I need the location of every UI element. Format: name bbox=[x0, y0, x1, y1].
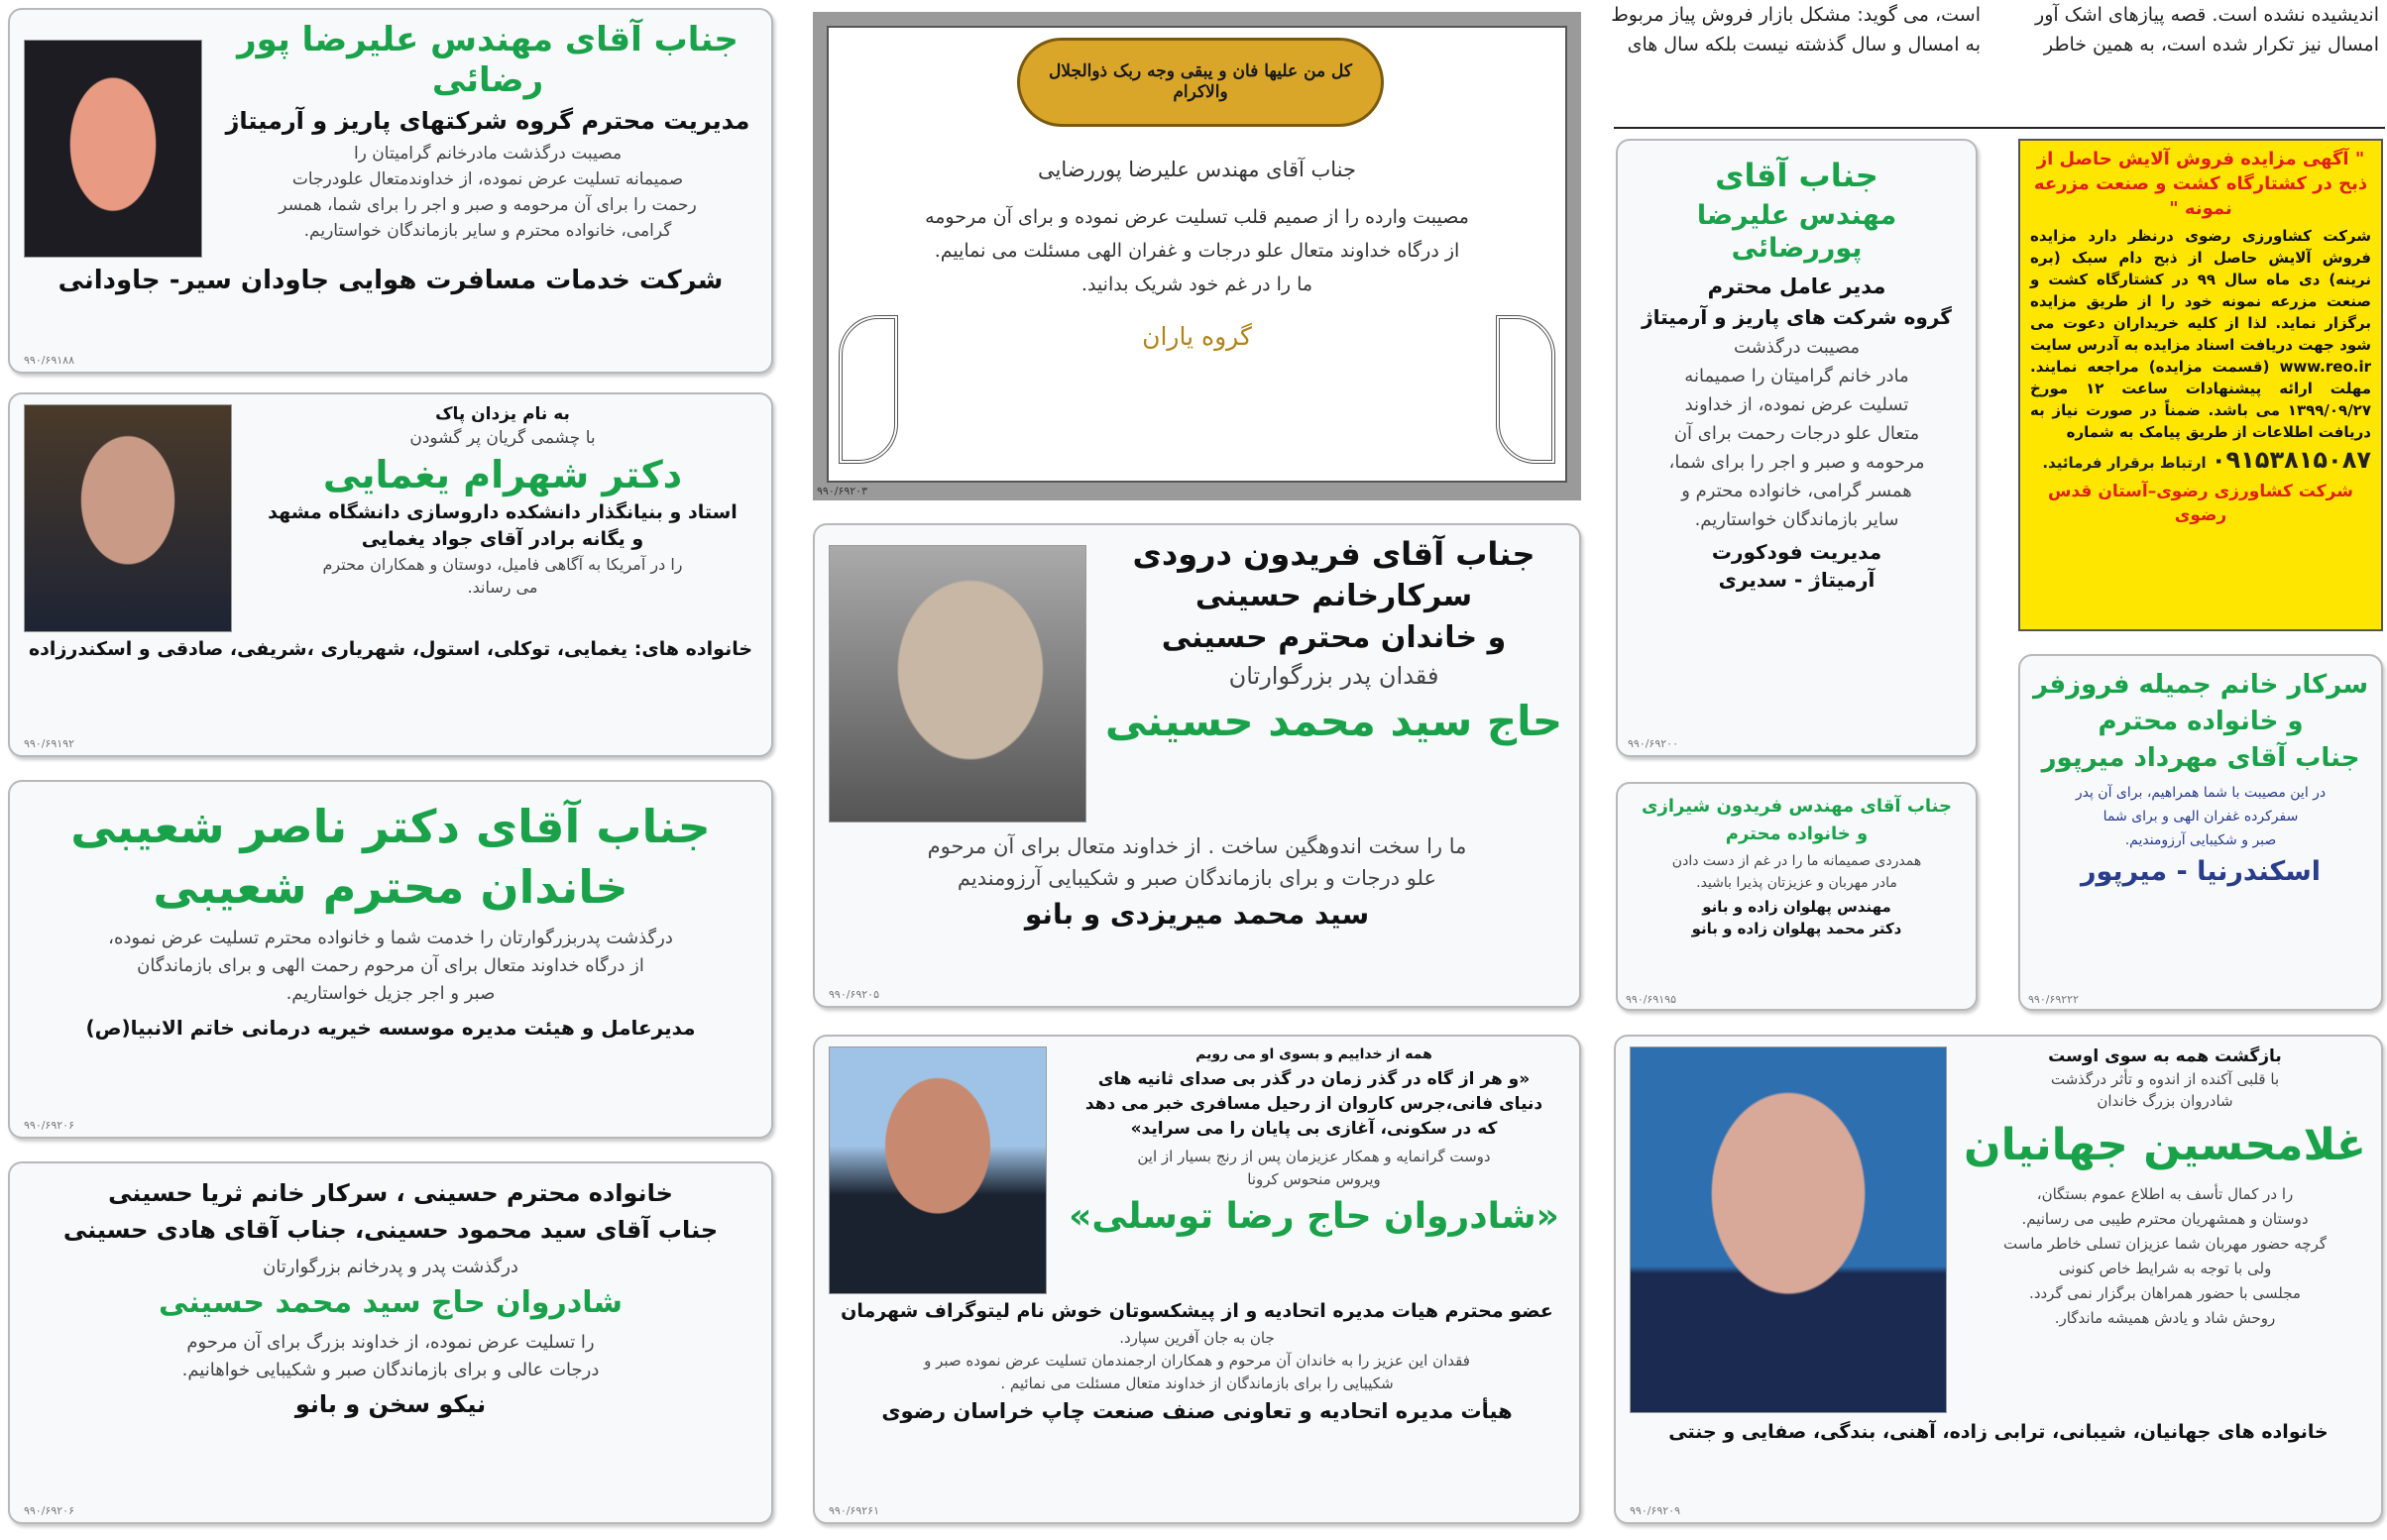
ad-signature: نیکو سخن و بانو bbox=[294, 1390, 487, 1419]
ad-text: مادر خانم گرامیتان را صمیمانه bbox=[1684, 366, 1909, 387]
ad-text: علو درجات و برای بازماندگان صبر و شکیبایی آرزومندیم bbox=[957, 866, 1437, 890]
ad-subtitle: مدیریت محترم گروه شرکتهای پاریز و آرمیتاژ bbox=[225, 106, 750, 135]
ad-title: و خانواده محترم bbox=[2098, 707, 2304, 737]
ad-text: صبر و شکیبایی آرزومندیم. bbox=[2124, 831, 2277, 848]
ad-text: رحمت را برای آن مرحومه و صبر و اجر را برای شما، همسر bbox=[279, 195, 697, 216]
ad-code: ۹۹۰/۶۹۱۸۸ bbox=[24, 354, 74, 367]
ad-signature: مهندس پهلوان زاده و بانو bbox=[1702, 898, 1891, 917]
ad-text: با قلبی آکنده از اندوه و تأثر درگذشت bbox=[2050, 1070, 2280, 1089]
condolence-ad-forouzfar bbox=[2018, 654, 2383, 1011]
ad-title: و خانواده محترم bbox=[1725, 823, 1869, 844]
article-line: اندیشیده نشده است. قصه پیازهای اشک آور bbox=[2035, 4, 2379, 26]
ad-text: همه از خداییم و بسوی او می رویم bbox=[1195, 1046, 1432, 1062]
ad-title: دکتر شهرام یغمایی bbox=[322, 452, 683, 496]
ad-title: مهندس علیرضا پوررضائی bbox=[1696, 200, 1897, 264]
ad-title: جناب آقای مهندس علیرضا پور رضائی bbox=[237, 20, 739, 100]
ad-text: مرحومه و صبر و اجر را برای شما، bbox=[1668, 452, 1925, 474]
ad-text: دوستان و همشهریان محترم طیبی می رسانیم. bbox=[2021, 1210, 2309, 1229]
ad-text: شکیبایی را برای بازماندگان از خداوند متعال مسئلت می نمائیم . bbox=[1000, 1374, 1394, 1392]
ad-text: جان به جان آفرین سپارد. bbox=[1119, 1328, 1275, 1347]
condolence-ad-shoaibi bbox=[8, 780, 773, 1139]
ad-text: بازگشت همه به سوی اوست bbox=[2048, 1046, 2282, 1066]
ad-signature: سید محمد میریزدی و بانو bbox=[1024, 898, 1370, 931]
tender-ad-razavi-agriculture bbox=[2018, 139, 2383, 631]
condolence-ad-pourrezaei-foodcourt bbox=[1616, 139, 1978, 757]
divider bbox=[1614, 127, 2385, 129]
ad-text: مدیر عامل محترم bbox=[1707, 275, 1886, 299]
condolence-ad-yaghmaei bbox=[8, 392, 773, 757]
portrait-photo bbox=[829, 1046, 1047, 1294]
ad-title: «شادروان حاج رضا توسلی» bbox=[1069, 1195, 1559, 1237]
ad-text: گروه شرکت های پاریز و آرمیتاژ bbox=[1642, 305, 1952, 330]
ad-text: شرکت کشاورزی رضوی درنظر دارد مزایده فروش آلایش حاصل از ذبح دام سبک (بره نرینه) دی ماه سال ۹۹ در کشتارگاه کشت و صنعت مزرعه نمونه خود را از طریق مزایده برگزار نماید. لذا از کلیه خریداران دعوت می شود جهت دریافت اسناد مزایده به آدرس سایت www.reo.ir (قسمت مزایده) مراجعه نمایند. مهلت ارائه پیشنهادات ساعت ۱۲ مورخ ۱۳۹۹/۰۹/۲۷ می باشد. ضمناً در صورت نیاز به دریافت اطلاعات از طریق پیامک به شماره bbox=[2030, 227, 2372, 441]
ad-text: شادروان بزرگ خاندان bbox=[2097, 1092, 2233, 1111]
ad-text: جناب آقای سید محمود حسینی، جناب آقای هادی حسینی bbox=[62, 1215, 719, 1244]
ad-code: ۹۹۰/۶۹۲۲۲ bbox=[2028, 993, 2079, 1006]
ad-text: همدردی صمیمانه ما را در غم از دست دادن bbox=[1671, 853, 1922, 870]
ad-text: ما را در غم خود شریک بدانید. bbox=[1080, 273, 1313, 295]
ad-text: جناب آقای مهندس علیرضا پوررضایی bbox=[1037, 158, 1356, 181]
ad-code: ۹۹۰/۶۹۱۹۵ bbox=[1626, 993, 1676, 1006]
condolence-ad-yaran bbox=[813, 12, 1581, 500]
ad-text: گرچه حضور مهربان شما عزیزان تسلی خاطر ماست bbox=[2002, 1235, 2328, 1254]
ornament-right-icon bbox=[1496, 315, 1555, 464]
ad-text: عضو محترم هیات مدیره اتحادیه و از پیشکسوتان خوش نام لیتوگراف شهرمان bbox=[841, 1300, 1553, 1322]
ad-signature: گروه یاران bbox=[1142, 321, 1252, 351]
ad-title: سرکار خانم جمیله فروزفر bbox=[2032, 670, 2369, 700]
ad-text: را در آمریکا به آگاهی فامیل، دوستان و همکاران محترم bbox=[322, 554, 683, 574]
ad-text: سرکارخانم حسینی bbox=[1194, 579, 1473, 614]
ad-text: با چشمی گریان پر گشودن bbox=[409, 428, 596, 449]
ad-signature: خانواده های جهانیان، شیبانی، ترابی زاده، آهنی، بندگی، صفایی و جنتی bbox=[1668, 1421, 2329, 1443]
portrait-photo bbox=[829, 545, 1086, 823]
portrait-photo bbox=[24, 40, 202, 258]
ad-signature: دکتر محمد پهلوان زاده و بانو bbox=[1691, 920, 1902, 938]
article-line: به امسال و سال گذشته نیست بلکه سال های bbox=[1627, 34, 1981, 55]
ad-text: فقدان این عزیز را به خاندان آن مرحوم و همکاران ارجمندمان تسلیت عرض نموده صبر و bbox=[924, 1351, 1470, 1370]
ad-title: حاج سید محمد حسینی bbox=[1104, 697, 1563, 746]
ad-signature: آرمیتاژ - سدیری bbox=[1718, 568, 1876, 593]
ad-text: صبر و اجر جزیل خواستاریم. bbox=[285, 983, 496, 1005]
calligraphy-banner bbox=[1017, 38, 1384, 127]
ad-title: خاندان محترم شعیبی bbox=[153, 860, 628, 915]
ad-text: مجلسی با حضور همراهان برگزار نمی گردد. bbox=[2029, 1284, 2301, 1303]
portrait-photo bbox=[24, 404, 232, 632]
article-column-right bbox=[1990, 0, 2379, 59]
ad-text: مصیبت وارده را از صمیم قلب تسلیت عرض نموده و برای آن مرحومه bbox=[925, 206, 1469, 229]
ad-code: ۹۹۰/۶۹۲۰۰ bbox=[1628, 737, 1678, 750]
condolence-ad-hosseini-miryazdi bbox=[813, 523, 1581, 1008]
ad-text: را تسلیت عرض نموده، از خداوند بزرگ برای آن مرحوم bbox=[186, 1332, 595, 1354]
ad-code: ۹۹۰/۶۹۲۰۶ bbox=[24, 1504, 74, 1517]
ad-title: جناب آقای مهندس فریدون شیرازی bbox=[1641, 796, 1953, 817]
quote-text: «و هر از گاه در گذر زمان در گذر بی صدای ثانیه های bbox=[1097, 1068, 1531, 1089]
ad-text: مصیبت درگذشت مادرخانم گرامیتان را bbox=[353, 144, 623, 165]
ad-code: ۹۹۰/۶۹۲۰۶ bbox=[24, 1119, 74, 1132]
condolence-ad-hosseini-nikoosokhan bbox=[8, 1161, 773, 1524]
condolence-ad-jahanian bbox=[1614, 1035, 2383, 1524]
quote-text: که در سکونی، آغازی بی پایان را می سراید» bbox=[1130, 1118, 1498, 1139]
ad-text: گرامی، خانواده محترم و سایر بازماندگان خواستاریم. bbox=[303, 221, 672, 242]
ad-signature: اسکندرنیا - میرپور bbox=[2080, 855, 2322, 887]
ad-signature: شرکت خدمات مسافرت هوایی جاودان سیر- جاودانی bbox=[57, 266, 724, 295]
ad-title: جناب آقای دکتر ناصر شعیبی bbox=[70, 800, 711, 853]
ad-text: جناب آقای فریدون درودی bbox=[1132, 535, 1535, 573]
ad-text: از درگاه خداوند متعال برای آن مرحوم رحمت الهی و برای بازماندگان bbox=[137, 955, 644, 977]
ad-text: فقدان پدر بزرگوارتان bbox=[1228, 662, 1439, 691]
article-line: است، می گوید: مشکل بازار فروش پیاز مربوط bbox=[1611, 4, 1981, 26]
portrait-photo bbox=[1630, 1046, 1947, 1413]
ad-title: " آگهی مزایده فروش آلایش حاصل از ذبح در کشتارگاه کشت و صنعت مزرعه نمونه " bbox=[2033, 149, 2368, 219]
ad-title: جناب آقای مهرداد میرپور bbox=[2041, 743, 2360, 774]
ad-signature: شرکت کشاورزی رضوی–آستان قدس رضوی bbox=[2048, 482, 2353, 525]
ad-text: ولی با توجه به شرایط خاص کنونی bbox=[2058, 1260, 2272, 1278]
ad-text: و خاندان محترم حسینی bbox=[1161, 620, 1507, 656]
ad-title: شادروان حاج سید محمد حسینی bbox=[159, 1285, 623, 1321]
article-column-left bbox=[1592, 0, 1981, 59]
ad-text: متعال علو درجات رحمت برای آن bbox=[1673, 423, 1920, 445]
ad-code: ۹۹۰/۶۹۲۰۵ bbox=[829, 988, 879, 1001]
ad-text: سایر بازماندگان خواستاریم. bbox=[1694, 509, 1899, 531]
phone-number: ۰۹۱۵۳۸۱۵۰۸۷ bbox=[2211, 446, 2371, 474]
ad-text: به نام یزدان پاک bbox=[435, 404, 570, 424]
ad-text: ما را سخت اندوهگین ساخت . از خداوند متعال برای آن مرحوم bbox=[927, 834, 1467, 858]
ad-text: دوست گرانمایه و همکار عزیزمان پس از رنج بسیار از این bbox=[1137, 1147, 1491, 1165]
calligraphy-text: کل من علیها فان و یبقی وجه ربک ذوالجلال والاکرام bbox=[1048, 61, 1353, 102]
ad-text: از درگاه خداوند متعال علو درجات و غفران الهی مسئلت می نماییم. bbox=[934, 240, 1460, 262]
quote-text: دنیای فانی،جرس کاروان از رحیل مسافری خبر می دهد bbox=[1084, 1093, 1543, 1114]
ad-text: روحش شاد و یادش همیشه ماندگار. bbox=[2054, 1309, 2276, 1328]
ad-text: خانواده محترم حسینی ، سرکار خانم ثریا حسینی bbox=[108, 1179, 673, 1207]
ad-text: و یگانه برادر آقای جواد یغمایی bbox=[361, 528, 644, 551]
ad-title: غلامحسین جهانیان bbox=[1964, 1120, 2366, 1171]
ad-text: می رساند. bbox=[467, 578, 538, 598]
ad-text: استاد و بنیانگذار دانشکده داروسازی دانشگاه مشهد bbox=[268, 501, 738, 524]
ad-text: درگذشت پدر و پدرخانم بزرگوارتان bbox=[263, 1256, 518, 1277]
ad-text: ارتباط برقرار فرمائید. bbox=[2042, 454, 2207, 472]
ad-text: درجات عالی و برای بازماندگان صبر و شکیبایی خواهانیم. bbox=[181, 1360, 600, 1381]
ornament-left-icon bbox=[839, 315, 898, 464]
ad-text: درگذشت پدربزرگوارتان را خدمت شما و خانواده محترم تسلیت عرض نموده، bbox=[108, 928, 673, 949]
ad-text: تسلیت عرض نموده، از خداوند bbox=[1684, 394, 1909, 416]
ad-text: ویروس منحوس کرونا bbox=[1247, 1169, 1381, 1188]
ad-signature: هیأت مدیره اتحادیه و تعاونی صنف صنعت چاپ خراسان رضوی bbox=[881, 1398, 1513, 1423]
ad-code: ۹۹۰/۶۹۲۰۹ bbox=[1630, 1504, 1680, 1517]
ad-text: در این مصیبت با شما همراهیم، برای آن پدر bbox=[2075, 784, 2327, 801]
ad-code: ۹۹۰/۶۹۲۰۳ bbox=[817, 485, 867, 497]
ad-text: سفرکرده غفران الهی و برای شما bbox=[2103, 808, 2299, 825]
ad-text: صمیمانه تسلیت عرض نموده، از خداوندمتعال علودرجات bbox=[291, 169, 684, 190]
ad-text: مادر مهربان و عزیزتان پذیرا باشید. bbox=[1696, 875, 1897, 892]
condolence-ad-tavasoli bbox=[813, 1035, 1581, 1524]
ad-signature: مدیرعامل و هیئت مدیره موسسه خیریه درمانی خاتم الانبیا(ص) bbox=[85, 1016, 696, 1041]
ad-text: را در کمال تأسف به اطلاع عموم بستگان، bbox=[2036, 1185, 2294, 1204]
ad-text: مصیبت درگذشت bbox=[1734, 337, 1860, 359]
ad-code: ۹۹۰/۶۹۱۹۲ bbox=[24, 737, 74, 750]
article-line: امسال نیز تکرار شده است، به همین خاطر bbox=[2043, 34, 2379, 55]
condolence-ad-shirazi bbox=[1616, 782, 1978, 1011]
ad-code: ۹۹۰/۶۹۲۶۱ bbox=[829, 1504, 879, 1517]
ad-signature: مدیریت فودکورت bbox=[1711, 540, 1882, 565]
ad-signature: خانواده های: یغمایی، توکلی، استول، شهریاری ،شریفی، صادقی و اسکندرزاده bbox=[28, 638, 753, 660]
condolence-ad-pourrezaei-javdan bbox=[8, 8, 773, 374]
ad-title: جناب آقای bbox=[1715, 157, 1878, 194]
ad-text: همسر گرامی، خانواده محترم و bbox=[1681, 481, 1912, 502]
